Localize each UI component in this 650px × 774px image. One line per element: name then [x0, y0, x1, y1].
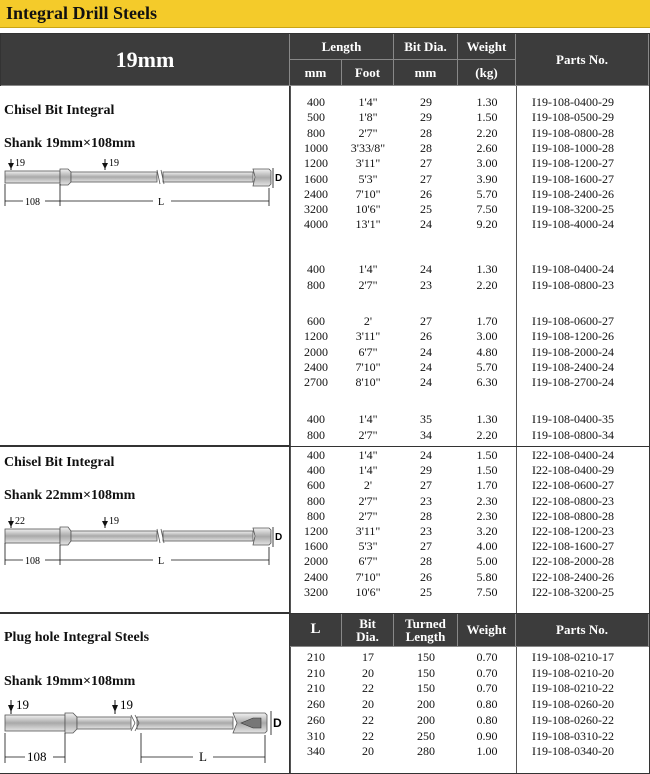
turned-length-cell: 150: [417, 650, 435, 664]
length-foot-cell: 2'7": [358, 508, 378, 523]
parts-no-cell: I19-108-1000-28: [532, 140, 614, 155]
bit-dia-cell: 24: [420, 359, 432, 374]
parts-no-cell: I22-108-0800-28: [532, 508, 614, 523]
shank-dia-label: 19: [16, 697, 29, 712]
parts-no-cell: I22-108-1200-23: [532, 524, 614, 538]
bit-dia-cell: 23: [420, 524, 432, 538]
parts-no-cell: I19-108-0210-22: [532, 681, 614, 696]
weight-cell: 3.00: [476, 329, 498, 344]
parts-no-header: Parts No.: [516, 34, 649, 86]
shank-length-label: 108: [25, 197, 40, 208]
weight-header-3: Weight: [458, 613, 516, 647]
bit-dia-cell: 26: [420, 569, 432, 584]
bit-mm-header: mm: [394, 60, 458, 86]
parts-no-cell: I19-108-0800-34: [532, 428, 614, 442]
length-foot-cell: 2': [363, 478, 373, 493]
parts-no-cell: I19-108-0400-35: [532, 412, 614, 426]
length-mm-cell: 600: [307, 314, 325, 328]
parts-no-cell: I22-108-3200-25: [532, 584, 614, 599]
weight-cell: 1.30: [476, 262, 498, 276]
bit-dia-cell: 29: [420, 110, 432, 125]
length-foot-cell: 3'11": [355, 329, 381, 344]
length-mm-cell: 1000: [304, 140, 328, 155]
weight-cell: 7.50: [476, 584, 498, 599]
length-foot-cell: 10'6": [355, 202, 381, 217]
parts-no-cell: I19-108-0400-29: [532, 95, 614, 109]
parts-no-cell: I19-108-2400-26: [532, 186, 614, 201]
weight-cell: 2.30: [476, 508, 498, 523]
weight-cell: 4.80: [476, 344, 498, 359]
l-cell: 260: [307, 697, 325, 712]
weight-cell: 0.80: [476, 712, 498, 727]
bit-dia-cell: 25: [420, 584, 432, 599]
length-mm-cell: 2000: [304, 554, 328, 569]
length-foot-cell: 3'33/8": [350, 140, 386, 155]
weight-cell: 0.70: [476, 681, 498, 696]
length-label: Length: [405, 628, 446, 644]
kg-header: (kg): [458, 60, 516, 86]
parts-no-cell: I22-108-2400-26: [532, 569, 614, 584]
turned-length-cell: 150: [417, 681, 435, 696]
l-header: L: [290, 613, 342, 647]
weight-cell: 0.70: [476, 650, 498, 664]
bit-dia-cell: 26: [420, 186, 432, 201]
col-separator: [516, 647, 517, 773]
length-mm-cell: 3200: [304, 584, 328, 599]
weight-cell: 1.50: [476, 463, 498, 478]
parts-no-cell: I19-108-2700-24: [532, 375, 614, 390]
bit-dia-cell: 20: [362, 697, 374, 712]
bit-dia-cell: 34: [420, 428, 432, 442]
parts-no-cell: I19-108-0400-24: [532, 262, 614, 276]
bit-dia-cell: 28: [420, 554, 432, 569]
weight-cell: 4.00: [476, 539, 498, 554]
weight-cell: 2.30: [476, 493, 498, 508]
length-foot-cell: 6'7": [358, 344, 378, 359]
parts-no-cell: I19-108-0310-22: [532, 728, 614, 743]
size-header: 19mm: [1, 34, 290, 86]
bit-dia-cell: 23: [420, 493, 432, 508]
parts-no-cell: I19-108-0500-29: [532, 110, 614, 125]
length-foot-cell: 1'4": [358, 262, 378, 276]
bit-dia-cell: 24: [420, 448, 432, 462]
foot-header: Foot: [342, 60, 394, 86]
length-header: Length: [290, 34, 394, 60]
body-dia-label: 19: [109, 516, 119, 527]
length-mm-cell: 600: [307, 478, 325, 493]
total-length-label: L: [158, 556, 165, 567]
weight-cell: 2.20: [476, 125, 498, 140]
bit-dia-cell: 35: [420, 412, 432, 426]
length-mm-cell: 500: [307, 110, 325, 125]
weight-cell: 6.30: [476, 375, 498, 390]
weight-cell: 1.00: [476, 744, 498, 759]
length-mm-cell: 400: [307, 262, 325, 276]
l-cell: 210: [307, 665, 325, 680]
turned-length-cell: 150: [417, 665, 435, 680]
body-dia-label: 19: [120, 697, 133, 712]
bit-label: Bit: [359, 615, 376, 631]
weight-cell: 5.80: [476, 569, 498, 584]
length-foot-cell: 2': [363, 314, 373, 328]
length-mm-cell: 800: [307, 428, 325, 442]
parts-no-cell: I19-108-4000-24: [532, 217, 614, 232]
weight-cell: 2.20: [476, 428, 498, 442]
bit-dia-cell: 20: [362, 744, 374, 759]
parts-no-cell: I22-108-2000-28: [532, 554, 614, 569]
weight-cell: 1.30: [476, 95, 498, 109]
bit-dia-cell: 26: [420, 329, 432, 344]
parts-no-cell: I19-108-1200-27: [532, 156, 614, 171]
length-foot-cell: 6'7": [358, 554, 378, 569]
length-foot-cell: 1'8": [358, 110, 378, 125]
shank-dia-label: 19: [15, 158, 25, 169]
section-divider: [0, 613, 650, 614]
bit-dia-cell: 22: [362, 728, 374, 743]
length-foot-cell: 1'4": [358, 448, 378, 462]
weight-header: Weight: [458, 34, 516, 60]
bit-dia-cell: 29: [420, 463, 432, 478]
length-foot-cell: 5'3": [358, 171, 378, 186]
length-foot-cell: 13'1": [355, 217, 381, 232]
parts-no-cell: I22-108-0800-23: [532, 493, 614, 508]
bit-dia-cell: 28: [420, 140, 432, 155]
section-2-title: Chisel Bit Integral: [4, 455, 115, 470]
weight-cell: 2.20: [476, 278, 498, 292]
bit-dia-cell: 24: [420, 217, 432, 232]
total-length-label: L: [158, 197, 165, 208]
length-foot-cell: 2'7": [358, 125, 378, 140]
weight-cell: 1.50: [476, 110, 498, 125]
bit-dia-cell: 20: [362, 665, 374, 680]
length-mm-cell: 2400: [304, 359, 328, 374]
body-dia-label: 19: [109, 158, 119, 169]
length-mm-cell: 800: [307, 278, 325, 292]
l-cell: 210: [307, 681, 325, 696]
length-mm-cell: 800: [307, 125, 325, 140]
weight-cell: 1.50: [476, 448, 498, 462]
weight-cell: 5.70: [476, 186, 498, 201]
weight-cell: 0.80: [476, 697, 498, 712]
length-mm-cell: 800: [307, 493, 325, 508]
l-cell: 340: [307, 744, 325, 759]
parts-no-cell: I19-108-0800-28: [532, 125, 614, 140]
bit-dia-header-3: [342, 613, 394, 647]
weight-cell: 3.90: [476, 171, 498, 186]
length-foot-cell: 7'10": [355, 569, 381, 584]
shank-length-label: 108: [27, 749, 47, 764]
mm-header: mm: [290, 60, 342, 86]
parts-no-cell: I19-108-2400-24: [532, 359, 614, 374]
length-foot-cell: 1'4": [358, 95, 378, 109]
length-foot-cell: 2'7": [358, 428, 378, 442]
bit-dia-cell: 23: [420, 278, 432, 292]
length-foot-cell: 1'4": [358, 412, 378, 426]
parts-no-cell: I19-108-2000-24: [532, 344, 614, 359]
drill-steel-drawing-1: [3, 154, 287, 214]
weight-cell: 1.70: [476, 314, 498, 328]
section-divider: [0, 446, 650, 447]
bit-dia-label: D: [275, 173, 283, 184]
weight-cell: 0.70: [476, 665, 498, 680]
turned-length-cell: 250: [417, 728, 435, 743]
bit-dia-cell: 27: [420, 314, 432, 328]
weight-cell: 3.00: [476, 156, 498, 171]
parts-no-cell: I22-108-0600-27: [532, 478, 614, 493]
length-foot-cell: 2'7": [358, 493, 378, 508]
bit-dia-cell: 22: [362, 712, 374, 727]
bit-dia-cell: 29: [420, 95, 432, 109]
weight-cell: 3.20: [476, 524, 498, 538]
dia-label: Dia.: [356, 628, 379, 644]
length-mm-cell: 2400: [304, 569, 328, 584]
section-1-title: Chisel Bit Integral: [4, 103, 115, 118]
bit-dia-cell: 25: [420, 202, 432, 217]
parts-no-cell: I22-108-0400-24: [532, 448, 614, 462]
col-separator: [516, 86, 517, 613]
length-mm-cell: 400: [307, 412, 325, 426]
parts-no-cell: I19-108-0600-27: [532, 314, 614, 328]
length-mm-cell: 2000: [304, 344, 328, 359]
parts-no-cell: I19-108-0260-20: [532, 697, 614, 712]
shank-length-label: 108: [25, 556, 40, 567]
parts-no-cell: I19-108-0210-17: [532, 650, 614, 664]
parts-no-cell: I19-108-1600-27: [532, 171, 614, 186]
length-mm-cell: 1200: [304, 156, 328, 171]
length-mm-cell: 1200: [304, 329, 328, 344]
section-1-shank: Shank 19mm×108mm: [4, 136, 136, 151]
weight-cell: 1.70: [476, 478, 498, 493]
length-mm-cell: 2400: [304, 186, 328, 201]
length-foot-cell: 1'4": [358, 463, 378, 478]
weight-cell: 0.90: [476, 728, 498, 743]
section-3-shank: Shank 19mm×108mm: [4, 674, 136, 689]
length-mm-cell: 400: [307, 448, 325, 462]
length-mm-cell: 4000: [304, 217, 328, 232]
shank-dia-label: 22: [15, 516, 25, 527]
weight-cell: 5.70: [476, 359, 498, 374]
parts-no-cell: I19-108-0800-23: [532, 278, 614, 292]
total-length-label: L: [199, 749, 207, 764]
bit-dia-cell: 17: [362, 650, 374, 664]
length-mm-cell: 1600: [304, 171, 328, 186]
weight-cell: 9.20: [476, 217, 498, 232]
length-foot-cell: 3'11": [355, 156, 381, 171]
bit-dia-header: Bit Dia.: [394, 34, 458, 60]
drill-steel-drawing-2: [3, 513, 287, 573]
length-foot-cell: 7'10": [355, 186, 381, 201]
bit-dia-cell: 28: [420, 508, 432, 523]
page-title: Integral Drill Steels: [6, 3, 157, 23]
plug-hole-steel-drawing: [3, 697, 287, 769]
length-mm-cell: 1600: [304, 539, 328, 554]
turned-length-cell: 200: [417, 712, 435, 727]
parts-no-cell: I19-108-0340-20: [532, 744, 614, 759]
length-mm-cell: 1200: [304, 524, 328, 538]
parts-no-cell: I22-108-0400-29: [532, 463, 614, 478]
length-foot-cell: 7'10": [355, 359, 381, 374]
length-mm-cell: 400: [307, 95, 325, 109]
l-cell: 260: [307, 712, 325, 727]
turned-length-cell: 200: [417, 697, 435, 712]
parts-no-header-3: Parts No.: [516, 613, 649, 647]
length-foot-cell: 3'11": [355, 524, 381, 538]
parts-no-cell: I22-108-1600-27: [532, 539, 614, 554]
parts-no-cell: I19-108-0260-22: [532, 712, 614, 727]
length-mm-cell: 800: [307, 508, 325, 523]
turned-label: Turned: [405, 615, 446, 631]
weight-cell: 7.50: [476, 202, 498, 217]
bit-dia-label: D: [273, 716, 282, 730]
bit-dia-label: D: [275, 532, 283, 543]
turned-length-cell: 280: [417, 744, 435, 759]
l-cell: 210: [307, 650, 325, 664]
bit-dia-cell: 22: [362, 681, 374, 696]
parts-no-cell: I19-108-1200-26: [532, 329, 614, 344]
length-foot-cell: 2'7": [358, 278, 378, 292]
turned-length-header: [394, 613, 458, 647]
bit-dia-cell: 24: [420, 262, 432, 276]
length-mm-cell: 2700: [304, 375, 328, 390]
section-1-info: [0, 86, 290, 446]
bit-dia-cell: 28: [420, 125, 432, 140]
parts-no-cell: I19-108-0210-20: [532, 665, 614, 680]
bit-dia-cell: 27: [420, 156, 432, 171]
length-foot-cell: 5'3": [358, 539, 378, 554]
weight-cell: 5.00: [476, 554, 498, 569]
length-foot-cell: 10'6": [355, 584, 381, 599]
bit-dia-cell: 24: [420, 375, 432, 390]
parts-no-cell: I19-108-3200-25: [532, 202, 614, 217]
title-bar: [0, 0, 650, 28]
weight-cell: 2.60: [476, 140, 498, 155]
length-mm-cell: 3200: [304, 202, 328, 217]
length-foot-cell: 8'10": [355, 375, 381, 390]
bit-dia-cell: 27: [420, 539, 432, 554]
bit-dia-cell: 27: [420, 171, 432, 186]
section-2-shank: Shank 22mm×108mm: [4, 488, 136, 503]
l-cell: 310: [307, 728, 325, 743]
bit-dia-cell: 24: [420, 344, 432, 359]
weight-cell: 1.30: [476, 412, 498, 426]
length-mm-cell: 400: [307, 463, 325, 478]
section-3-title: Plug hole Integral Steels: [4, 630, 150, 645]
bit-dia-cell: 27: [420, 478, 432, 493]
